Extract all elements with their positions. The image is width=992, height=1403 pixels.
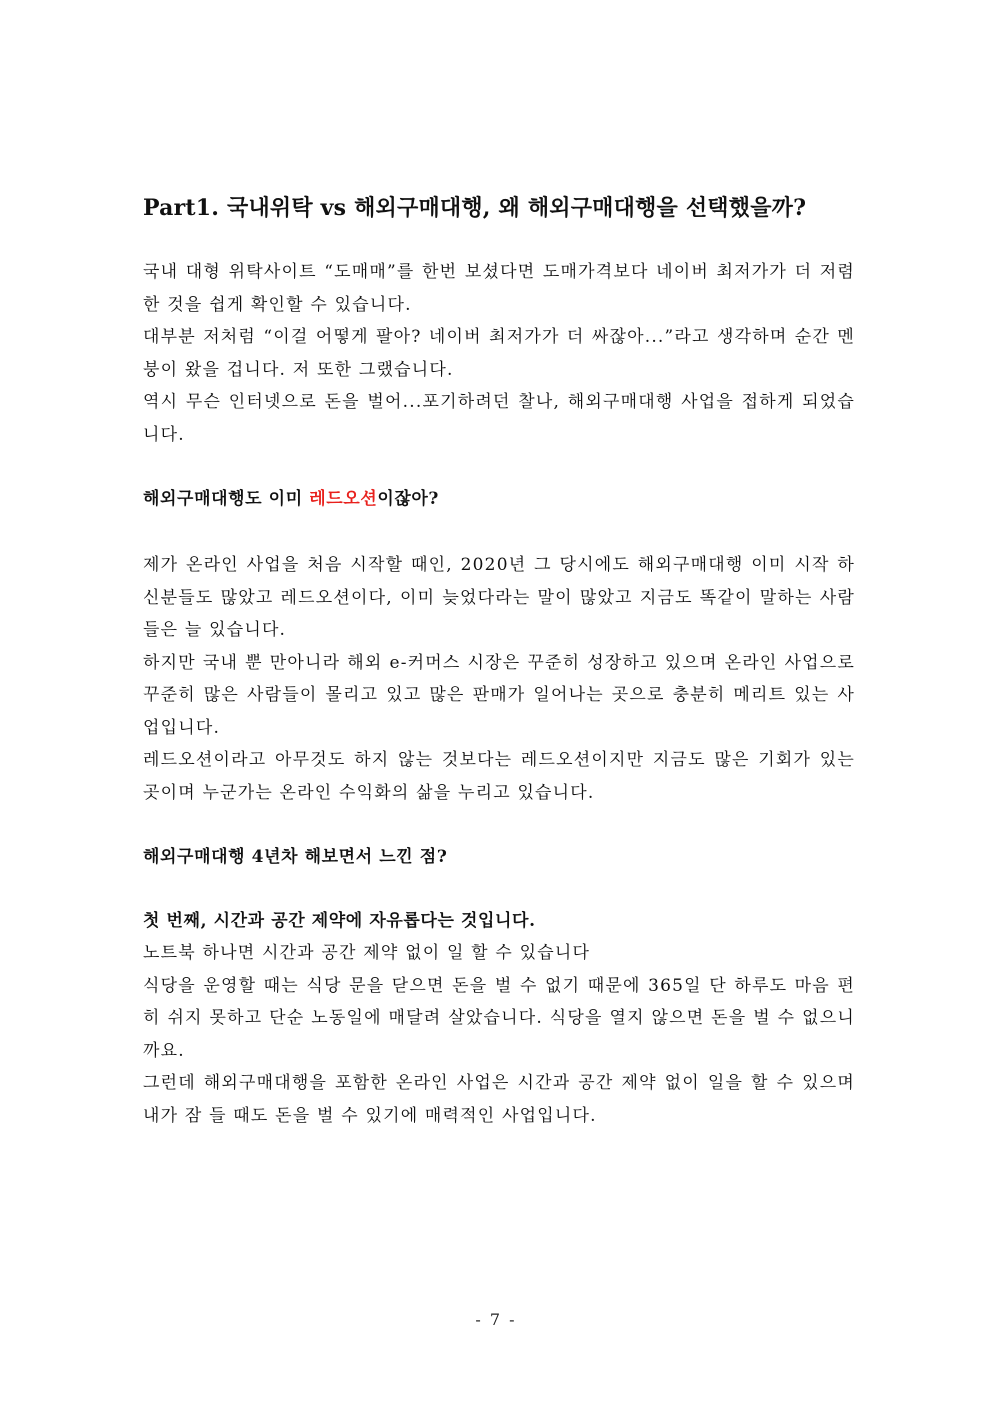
intro-paragraph-2: 대부분 저처럼 “이걸 어떻게 팔아? 네이버 최저가가 더 싸잖아...”라고 생각하며 순간 멘붕이 왔을 겁니다. 저 또한 그랬습니다. (143, 327, 855, 380)
chapter-title: Part1. 국내위탁 vs 해외구매대행, 왜 해외구매대행을 선택했을까? (143, 195, 807, 221)
intro-paragraph-3: 역시 무슨 인터넷으로 돈을 벌어...포기하려던 찰나, 해외구매대행 사업을 접하게 되었습니다. (143, 392, 855, 445)
section1-paragraph-3: 레드오션이라고 아무것도 하지 않는 것보다는 레드오션이지만 지금도 많은 기회가 있는 곳이며 누군가는 온라인 수익화의 삶을 누리고 있습니다. (143, 750, 855, 803)
spacer (143, 873, 855, 905)
heading-text-before: 해외구매대행도 이미 (143, 489, 310, 509)
page-content (143, 192, 855, 1132)
heading-highlight-red-ocean: 레드오션 (309, 489, 378, 509)
section2-paragraph-2: 식당을 운영할 때는 식당 문을 닫으면 돈을 벌 수 없기 때문에 365일 단 하루도 마음 편히 쉬지 못하고 단순 노동일에 매달려 살았습니다. 식당을 열지 않으면 돈을 벌 수 없으니까요. (143, 975, 855, 1061)
page-number: - 7 - (475, 1310, 517, 1329)
subheading-first-point: 첫 번째, 시간과 공간 제약에 자유롭다는 것입니다. (143, 911, 536, 931)
section-heading-4-years: 해외구매대행 4년차 해보면서 느낀 점? (143, 847, 448, 867)
section2-paragraph-1: 노트북 하나면 시간과 공간 제약 없이 일 할 수 있습니다 (143, 943, 591, 963)
spacer (143, 809, 855, 841)
heading-text-after: 이잖아? (377, 489, 439, 509)
section2-paragraph-3: 그런데 해외구매대행을 포함한 온라인 사업은 시간과 공간 제약 없이 일을 할 수 있으며 내가 잠 들 때도 돈을 벌 수 있기에 매력적인 사업입니다. (143, 1073, 855, 1126)
section1-paragraph-1: 제가 온라인 사업을 처음 시작할 때인, 2020년 그 당시에도 해외구매대행 이미 시작 하신분들도 많았고 레드오션이다, 이미 늦었다라는 말이 많았고 지금도 똑같이 말하는 사람들은 늘 있습니다. (143, 555, 855, 640)
intro-paragraph-1: 국내 대형 위탁사이트 “도매매”를 한번 보셨다면 도매가격보다 네이버 최저가가 더 저렴한 것을 쉽게 확인할 수 있습니다. (143, 262, 855, 315)
section-heading-red-ocean (143, 483, 855, 515)
section1-paragraph-2: 하지만 국내 뿐 만아니라 해외 e-커머스 시장은 꾸준히 성장하고 있으며 온라인 사업으로 꾸준히 많은 사람들이 몰리고 있고 많은 판매가 일어나는 곳으로 충분히 메리트 있는 사업입니다. (143, 652, 855, 738)
spacer (143, 451, 855, 483)
spacer (143, 515, 855, 549)
